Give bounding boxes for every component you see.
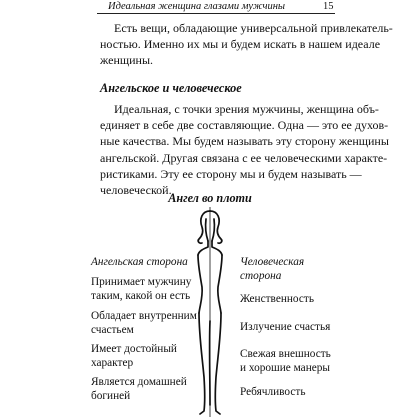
text-line: ристиками. Эту ее сторону мы и будем называть — [100, 166, 362, 181]
list-item [91, 342, 177, 370]
figure-title: Ангел во плоти [168, 191, 252, 205]
text-line: женщины. [100, 53, 154, 68]
text-line: Обладает внутренним [91, 310, 197, 322]
text-line: Излучение счастья [240, 321, 331, 333]
text-line: Ребячливость [240, 386, 306, 398]
header-rule [97, 13, 335, 14]
text-line: единяет в себе две составляющие. Одна — это ее духов- [100, 118, 389, 133]
text-line: Есть вещи, обладающие универсальной привлекатель- [114, 21, 393, 35]
text-line: Женственность [240, 293, 314, 305]
section-paragraph [100, 101, 389, 198]
text-line: Имеет достойный [91, 343, 177, 355]
list-item [240, 347, 331, 375]
text-line: Принимает мужчину [91, 276, 192, 288]
text-line: человеческой. [100, 183, 172, 198]
text-line: Идеальная, с точки зрения мужчины, женщина объ- [114, 102, 379, 116]
list-item [240, 320, 330, 334]
list-item [91, 275, 191, 303]
text-line: ностью. Именно их мы и будем искать в нашем идеале [100, 37, 381, 52]
text-line: Человеческая [240, 256, 305, 268]
text-line: характер [91, 357, 134, 370]
list-item [240, 385, 305, 399]
text-line: богиней [91, 390, 131, 403]
text-line: ангельской. Другая связана с ее человеческими характе- [100, 150, 388, 165]
text-line: сторона [240, 270, 282, 283]
text-line: и хорошие манеры [240, 362, 330, 375]
list-item [91, 375, 187, 403]
intro-paragraph [100, 20, 393, 69]
page-number: 15 [323, 1, 334, 12]
text-line: Является домашней [91, 376, 187, 388]
text-line: таким, какой он есть [91, 290, 191, 303]
list-item [240, 292, 314, 306]
list-item [91, 309, 197, 337]
text-line: Свежая внешность [240, 348, 331, 360]
running-header [0, 0, 420, 14]
column-heading [240, 255, 304, 283]
running-header-title: Идеальная женщина глазами мужчины [108, 1, 286, 12]
column-heading: Ангельская сторона [91, 256, 188, 268]
text-line: ные качества. Мы будем называть эту сторону женщины [100, 134, 389, 149]
text-line: счастьем [91, 324, 134, 337]
section-heading: Ангельское и человеческое [100, 81, 242, 95]
